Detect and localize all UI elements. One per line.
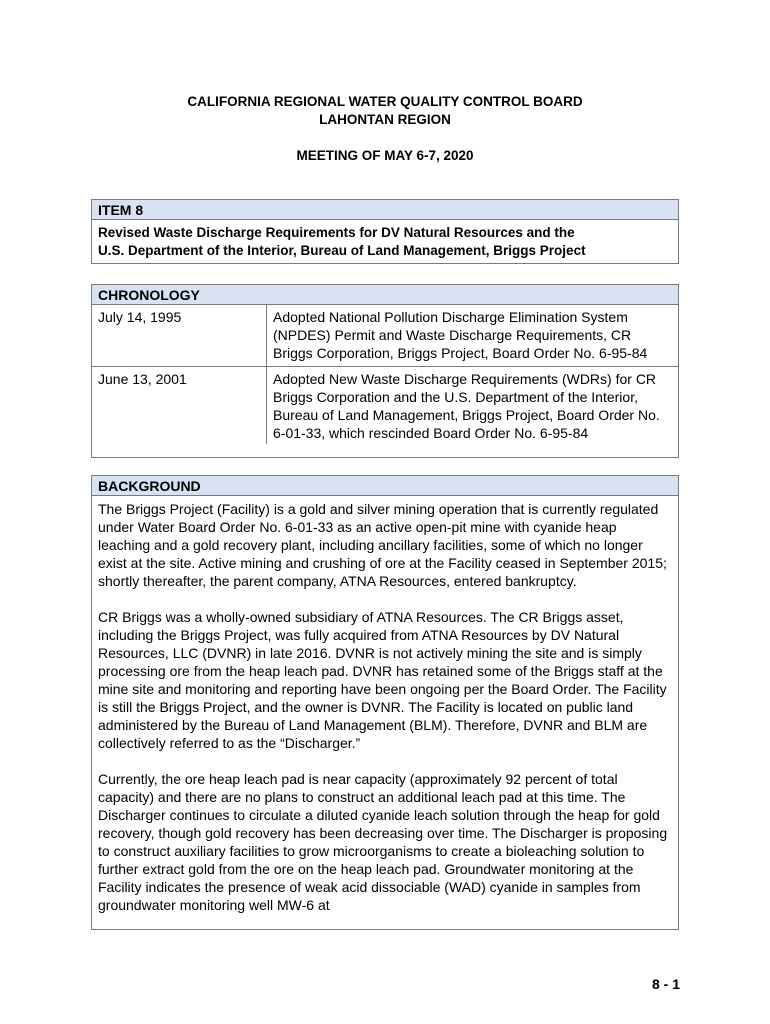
chronology-row	[92, 305, 678, 367]
background-body	[92, 496, 678, 914]
region-name: LAHONTAN REGION	[319, 112, 451, 127]
item-description-line2: U.S. Department of the Interior, Bureau of Land Management, Briggs Project	[98, 243, 586, 258]
board-name: CALIFORNIA REGIONAL WATER QUALITY CONTROL BOARD	[187, 94, 583, 109]
item-description-line1: Revised Waste Discharge Requirements for DV Natural Resources and the	[98, 225, 575, 240]
item-description	[92, 220, 678, 260]
background-paragraph: The Briggs Project (Facility) is a gold and silver mining operation that is currently regulated under Water Board Order No. 6-01-33 as an active open-pit mine with cyanide heap leaching and a gold recovery plant, including ancillary facilities, some of which no longer exist at the site. Active mining and crushing of ore at the Facility ceased in September 2015; shortly thereafter, the parent company, ATNA Resources, entered bankruptcy.	[98, 501, 667, 589]
chronology-row	[92, 367, 678, 445]
background-label: BACKGROUND	[92, 476, 678, 496]
background-section	[91, 475, 679, 930]
background-paragraph: CR Briggs was a wholly-owned subsidiary of ATNA Resources. The CR Briggs asset, including the Briggs Project, was fully acquired from ATNA Resources by DV Natural Resources, LLC (DVNR) in late 2016. DVNR is not actively mining the site and is simply processing ore from the heap leach pad. DVNR has retained some of the Briggs staff at the mine site and monitoring and reporting have been ongoing per the Board Order. The Facility is still the Briggs Project, and the owner is DVNR. The Facility is located on public land administered by the Bureau of Land Management (BLM). Therefore, DVNR and BLM are collectively referred to as the “Discharger.”	[98, 609, 667, 751]
chronology-text: Adopted National Pollution Discharge Elimination System (NPDES) Permit and Waste Discharge Requirements, CR Briggs Corporation, Briggs Project, Board Order No. 6-95-84	[267, 305, 679, 367]
meeting-date: MEETING OF MAY 6-7, 2020	[296, 148, 474, 163]
chronology-section	[91, 284, 679, 458]
page-number: 8 - 1	[651, 976, 680, 992]
chronology-date: July 14, 1995	[92, 305, 267, 367]
chronology-text: Adopted New Waste Discharge Requirements (WDRs) for CR Briggs Corporation and the U.S. Department of the Interior, Bureau of Land Management, Briggs Project, Board Order No. 6-01-33, which rescinded Board Order No. 6-95-84	[273, 371, 660, 441]
background-paragraph: Currently, the ore heap leach pad is near capacity (approximately 92 percent of total capacity) and there are no plans to construct an additional leach pad at this time. The Discharger continues to circulate a diluted cyanide leach solution through the heap for gold recovery, though gold recovery has been decreasing over time. The Discharger is proposing to construct auxiliary facilities to grow microorganisms to create a bioleaching solution to further extract gold from the ore on the heap leach pad. Groundwater monitoring at the Facility indicates the presence of weak acid dissociable (WAD) cyanide in samples from groundwater monitoring well MW-6 at	[98, 771, 668, 913]
item-section	[91, 199, 679, 264]
item-label: ITEM 8	[92, 200, 678, 220]
chronology-label: CHRONOLOGY	[92, 285, 678, 305]
chronology-date: June 13, 2001	[92, 367, 267, 445]
chronology-table	[92, 305, 678, 444]
document-header	[0, 93, 770, 129]
